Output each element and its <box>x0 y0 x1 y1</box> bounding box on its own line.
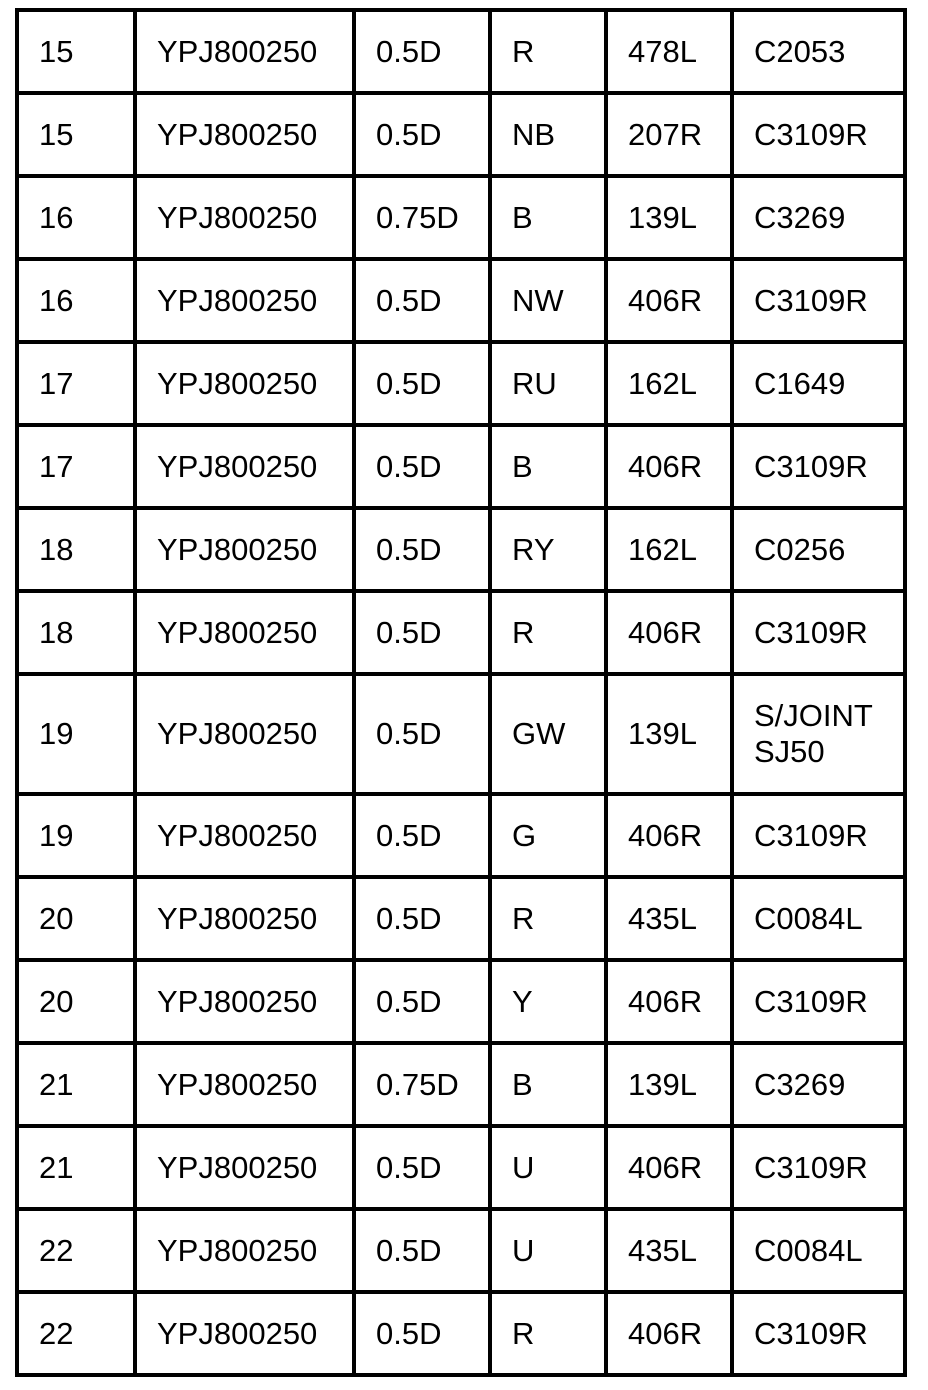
cell-terminal: 139L <box>606 1043 732 1126</box>
cell-connector: C3109R <box>732 794 905 877</box>
cell-terminal: 207R <box>606 93 732 176</box>
cell-wire-size: 0.5D <box>354 508 490 591</box>
cell-number: 15 <box>17 93 135 176</box>
cell-part-number: YPJ800250 <box>135 794 354 877</box>
cell-colour: Y <box>490 960 606 1043</box>
table-row <box>17 425 905 508</box>
cell-wire-size: 0.5D <box>354 1126 490 1209</box>
cell-connector: C3109R <box>732 259 905 342</box>
cell-part-number: YPJ800250 <box>135 877 354 960</box>
cell-terminal: 406R <box>606 1126 732 1209</box>
cell-colour: U <box>490 1126 606 1209</box>
table-row <box>17 10 905 93</box>
cell-number: 21 <box>17 1126 135 1209</box>
cell-wire-size: 0.5D <box>354 877 490 960</box>
cell-connector: C3109R <box>732 93 905 176</box>
cell-number: 19 <box>17 794 135 877</box>
cell-terminal: 162L <box>606 342 732 425</box>
cell-number: 18 <box>17 508 135 591</box>
cell-wire-size: 0.5D <box>354 960 490 1043</box>
cell-terminal: 406R <box>606 960 732 1043</box>
cell-part-number: YPJ800250 <box>135 960 354 1043</box>
cell-connector: C3109R <box>732 425 905 508</box>
table-row <box>17 794 905 877</box>
cell-wire-size: 0.5D <box>354 10 490 93</box>
cell-number: 16 <box>17 176 135 259</box>
cell-part-number: YPJ800250 <box>135 1209 354 1292</box>
cell-connector: C3109R <box>732 1292 905 1375</box>
table-row <box>17 1292 905 1375</box>
cell-wire-size: 0.5D <box>354 794 490 877</box>
cell-number: 20 <box>17 877 135 960</box>
cell-terminal: 162L <box>606 508 732 591</box>
cell-terminal: 478L <box>606 10 732 93</box>
table-row <box>17 1126 905 1209</box>
cell-colour: B <box>490 1043 606 1126</box>
table-row <box>17 342 905 425</box>
cell-number: 22 <box>17 1209 135 1292</box>
cell-terminal: 139L <box>606 176 732 259</box>
cell-connector: C0084L <box>732 1209 905 1292</box>
cell-number: 20 <box>17 960 135 1043</box>
cell-wire-size: 0.5D <box>354 425 490 508</box>
cell-wire-size: 0.5D <box>354 342 490 425</box>
table-row <box>17 1209 905 1292</box>
cell-colour: B <box>490 176 606 259</box>
cell-connector: C3269 <box>732 176 905 259</box>
cell-colour: U <box>490 1209 606 1292</box>
cell-colour: RU <box>490 342 606 425</box>
cell-part-number: YPJ800250 <box>135 1292 354 1375</box>
cell-part-number: YPJ800250 <box>135 342 354 425</box>
cell-connector: C0256 <box>732 508 905 591</box>
cell-wire-size: 0.75D <box>354 176 490 259</box>
cell-part-number: YPJ800250 <box>135 425 354 508</box>
cell-number: 17 <box>17 425 135 508</box>
cell-connector: C3109R <box>732 591 905 674</box>
cell-part-number: YPJ800250 <box>135 259 354 342</box>
cell-colour: R <box>490 10 606 93</box>
cell-part-number: YPJ800250 <box>135 1043 354 1126</box>
wiring-table <box>15 8 907 1377</box>
cell-colour: NW <box>490 259 606 342</box>
cell-connector: C3269 <box>732 1043 905 1126</box>
table-row <box>17 960 905 1043</box>
cell-connector: C3109R <box>732 1126 905 1209</box>
table-row <box>17 1043 905 1126</box>
cell-connector: C2053 <box>732 10 905 93</box>
cell-number: 19 <box>17 674 135 794</box>
cell-colour: B <box>490 425 606 508</box>
table-body <box>17 10 905 1375</box>
cell-colour: RY <box>490 508 606 591</box>
cell-connector: S/JOINT SJ50 <box>732 674 905 794</box>
cell-colour: G <box>490 794 606 877</box>
cell-wire-size: 0.5D <box>354 259 490 342</box>
cell-part-number: YPJ800250 <box>135 674 354 794</box>
cell-terminal: 139L <box>606 674 732 794</box>
cell-wire-size: 0.5D <box>354 591 490 674</box>
cell-connector: C1649 <box>732 342 905 425</box>
cell-part-number: YPJ800250 <box>135 10 354 93</box>
cell-terminal: 406R <box>606 794 732 877</box>
table-row <box>17 674 905 794</box>
cell-wire-size: 0.5D <box>354 93 490 176</box>
cell-wire-size: 0.5D <box>354 1292 490 1375</box>
cell-terminal: 406R <box>606 591 732 674</box>
cell-part-number: YPJ800250 <box>135 1126 354 1209</box>
cell-terminal: 406R <box>606 259 732 342</box>
cell-terminal: 406R <box>606 1292 732 1375</box>
cell-terminal: 435L <box>606 1209 732 1292</box>
cell-part-number: YPJ800250 <box>135 176 354 259</box>
cell-connector: C0084L <box>732 877 905 960</box>
cell-part-number: YPJ800250 <box>135 93 354 176</box>
cell-terminal: 406R <box>606 425 732 508</box>
cell-connector: C3109R <box>732 960 905 1043</box>
cell-number: 17 <box>17 342 135 425</box>
cell-wire-size: 0.5D <box>354 1209 490 1292</box>
cell-number: 22 <box>17 1292 135 1375</box>
cell-wire-size: 0.5D <box>354 674 490 794</box>
table-row <box>17 176 905 259</box>
cell-number: 21 <box>17 1043 135 1126</box>
table-row <box>17 591 905 674</box>
cell-number: 16 <box>17 259 135 342</box>
table-row <box>17 877 905 960</box>
table-row <box>17 508 905 591</box>
cell-colour: R <box>490 591 606 674</box>
cell-colour: R <box>490 877 606 960</box>
cell-colour: GW <box>490 674 606 794</box>
cell-number: 15 <box>17 10 135 93</box>
cell-part-number: YPJ800250 <box>135 508 354 591</box>
cell-colour: NB <box>490 93 606 176</box>
cell-part-number: YPJ800250 <box>135 591 354 674</box>
cell-colour: R <box>490 1292 606 1375</box>
cell-terminal: 435L <box>606 877 732 960</box>
table-row <box>17 259 905 342</box>
document-page <box>15 8 903 1381</box>
table-row <box>17 93 905 176</box>
cell-number: 18 <box>17 591 135 674</box>
cell-wire-size: 0.75D <box>354 1043 490 1126</box>
